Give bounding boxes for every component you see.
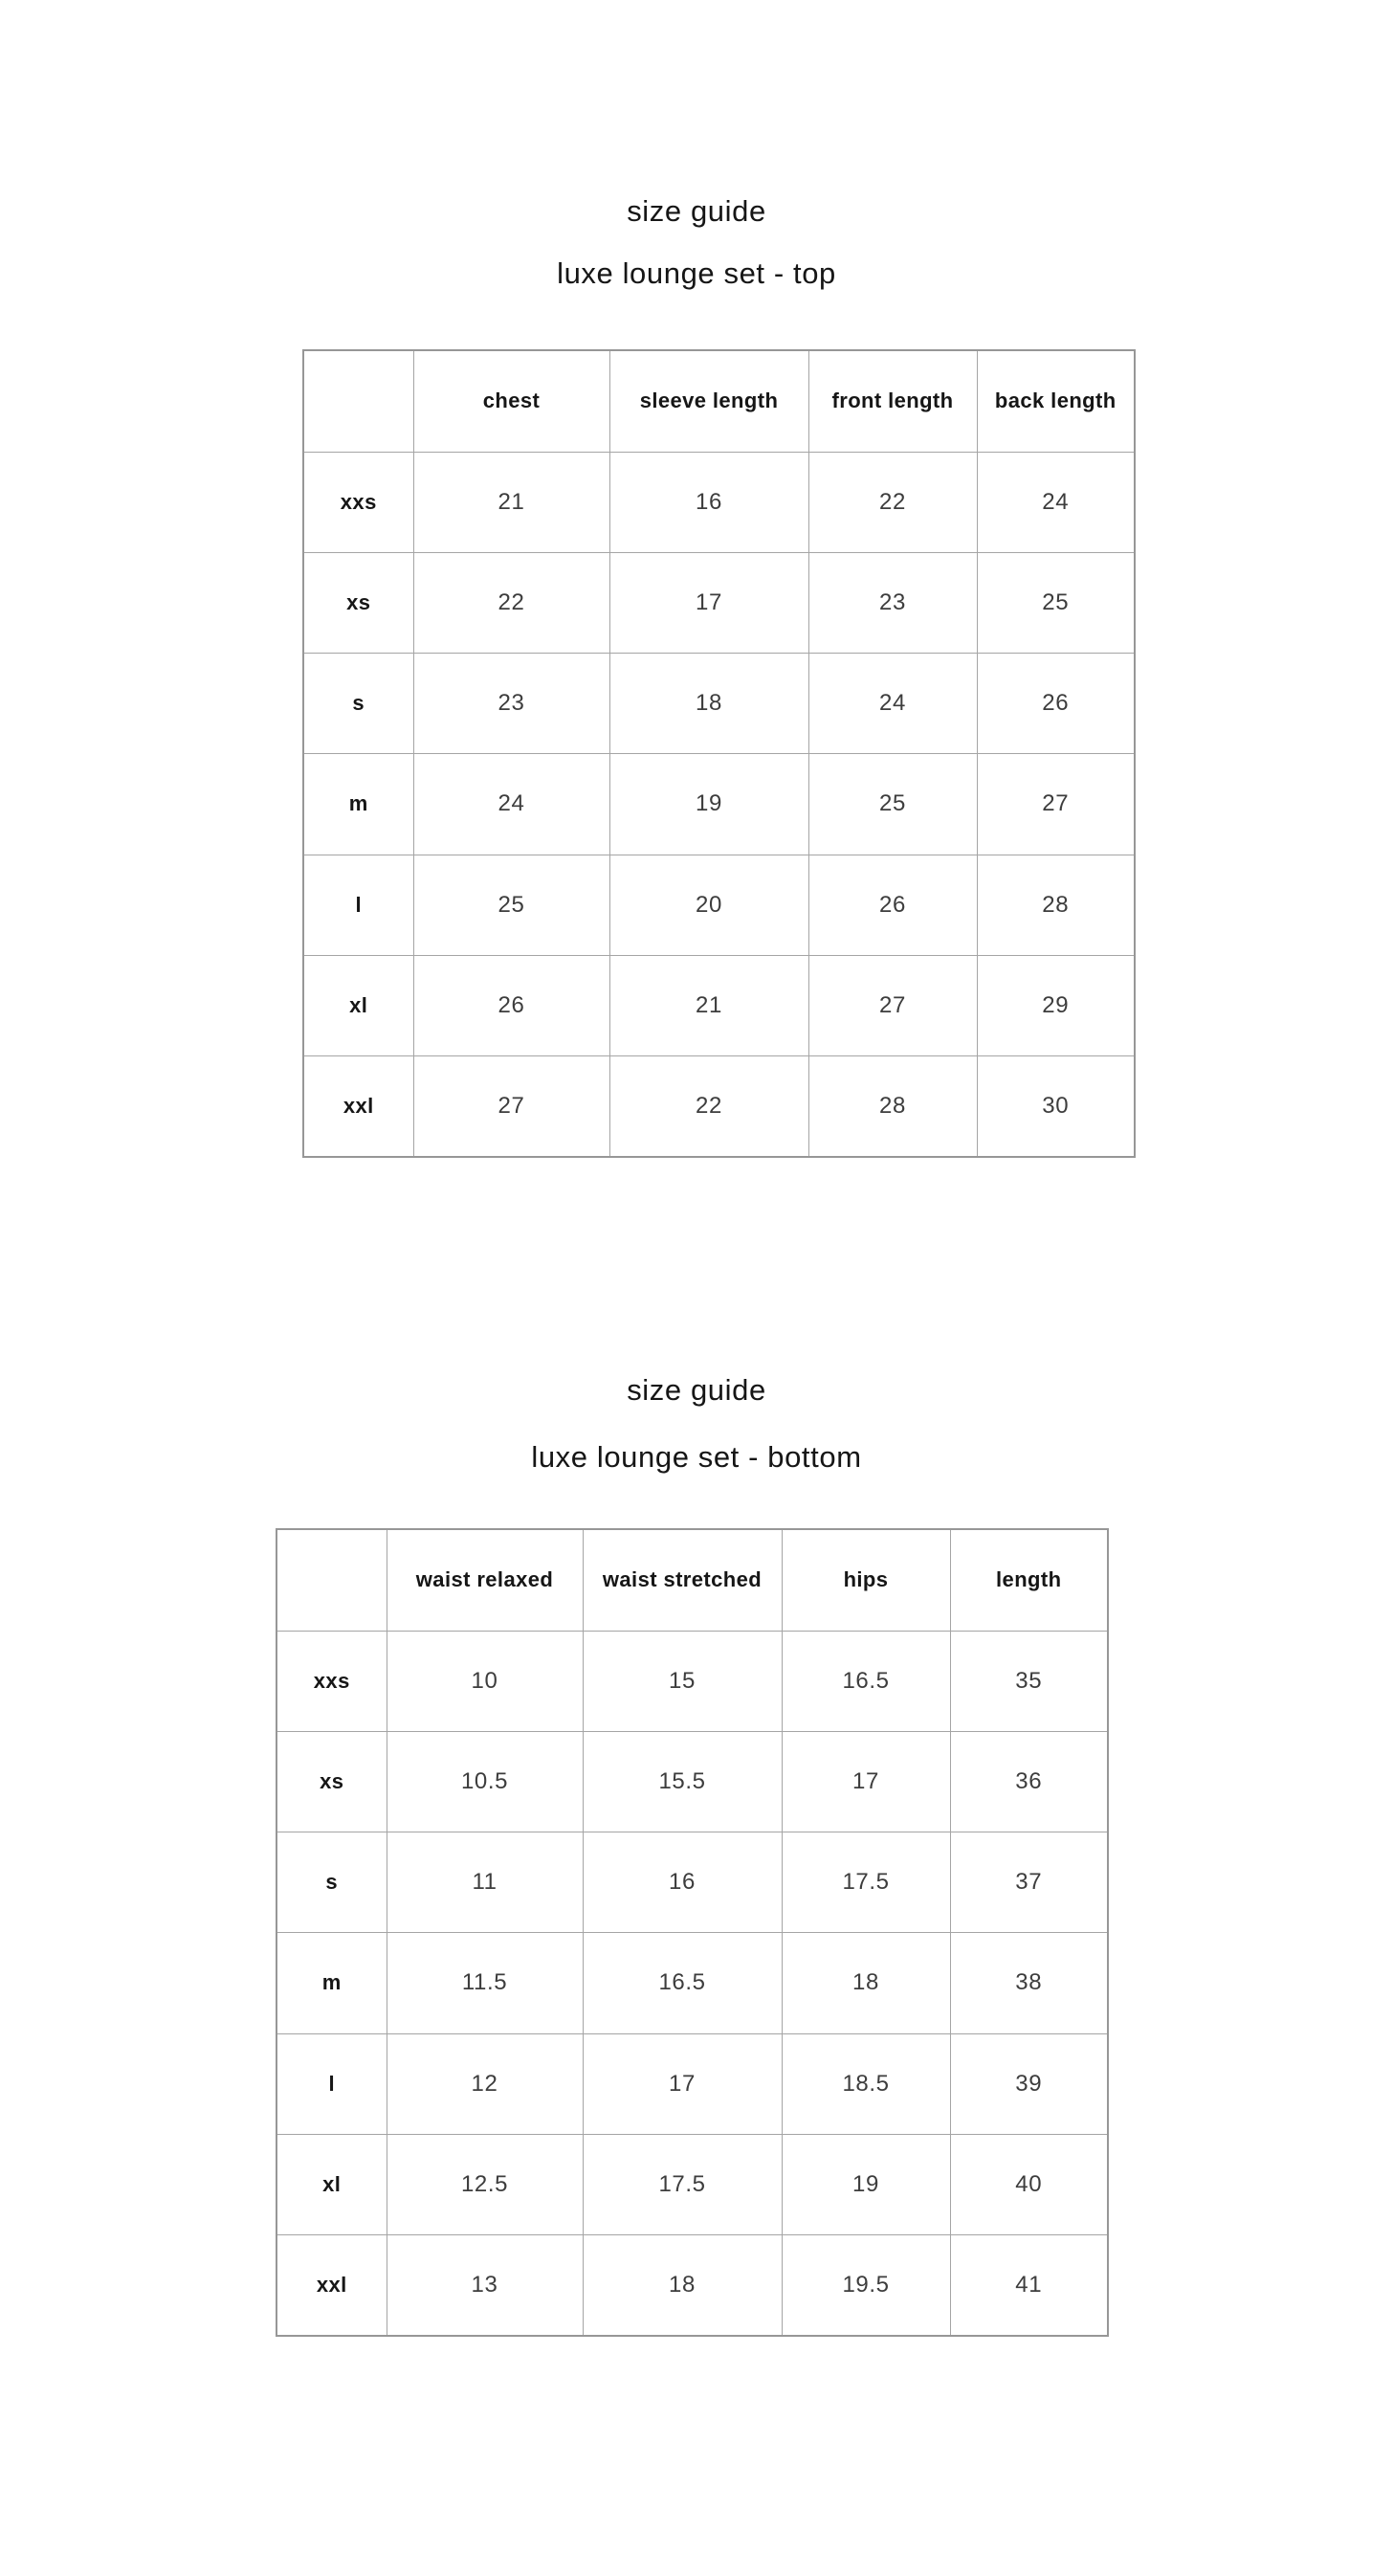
- size-value: 16.5: [782, 1631, 950, 1731]
- size-label: xl: [276, 2134, 387, 2234]
- size-value: 37: [950, 1832, 1108, 1933]
- size-value: 16: [609, 452, 808, 552]
- size-value: 19: [609, 754, 808, 855]
- table-row: [303, 754, 1135, 855]
- size-value: 36: [950, 1731, 1108, 1832]
- size-value: 16: [583, 1832, 782, 1933]
- size-label: m: [303, 754, 413, 855]
- size-label: xxs: [303, 452, 413, 552]
- size-table-bottom: [276, 1528, 1109, 2337]
- size-label: xs: [276, 1731, 387, 1832]
- size-value: 23: [808, 552, 977, 653]
- size-value: 17.5: [583, 2134, 782, 2234]
- size-value: 24: [808, 654, 977, 754]
- size-guide-subtitle-bottom: luxe lounge set - bottom: [531, 1440, 862, 1474]
- size-label: s: [303, 654, 413, 754]
- size-value: 12: [387, 2033, 583, 2134]
- size-value: 29: [977, 955, 1135, 1055]
- size-value: 13: [387, 2235, 583, 2336]
- size-value: 28: [977, 855, 1135, 955]
- size-value: 21: [609, 955, 808, 1055]
- size-value: 25: [808, 754, 977, 855]
- column-header: chest: [413, 350, 609, 452]
- size-value: 17: [609, 552, 808, 653]
- column-header: front length: [808, 350, 977, 452]
- size-value: 30: [977, 1056, 1135, 1157]
- size-value: 19.5: [782, 2235, 950, 2336]
- size-value: 22: [808, 452, 977, 552]
- size-value: 15: [583, 1631, 782, 1731]
- column-header: back length: [977, 350, 1135, 452]
- corner-cell: [276, 1529, 387, 1631]
- size-value: 19: [782, 2134, 950, 2234]
- size-value: 12.5: [387, 2134, 583, 2234]
- size-value: 22: [413, 552, 609, 653]
- size-value: 26: [413, 955, 609, 1055]
- size-value: 18: [609, 654, 808, 754]
- size-value: 10: [387, 1631, 583, 1731]
- size-value: 41: [950, 2235, 1108, 2336]
- table-row: [303, 855, 1135, 955]
- size-label: l: [303, 855, 413, 955]
- header-row: [303, 350, 1135, 452]
- table-row: [276, 2134, 1108, 2234]
- table-row: [303, 654, 1135, 754]
- table-row: [276, 1631, 1108, 1731]
- size-table-top: [302, 349, 1136, 1158]
- size-value: 18.5: [782, 2033, 950, 2134]
- size-value: 38: [950, 1933, 1108, 2033]
- size-value: 25: [977, 552, 1135, 653]
- size-value: 25: [413, 855, 609, 955]
- size-value: 22: [609, 1056, 808, 1157]
- size-label: l: [276, 2033, 387, 2134]
- size-label: s: [276, 1832, 387, 1933]
- size-value: 15.5: [583, 1731, 782, 1832]
- size-value: 27: [808, 955, 977, 1055]
- table-row: [276, 1832, 1108, 1933]
- table-row: [276, 2235, 1108, 2336]
- size-value: 27: [413, 1056, 609, 1157]
- table-row: [276, 1731, 1108, 1832]
- size-value: 20: [609, 855, 808, 955]
- size-value: 35: [950, 1631, 1108, 1731]
- size-value: 27: [977, 754, 1135, 855]
- size-value: 10.5: [387, 1731, 583, 1832]
- size-value: 40: [950, 2134, 1108, 2234]
- table-row: [303, 955, 1135, 1055]
- size-value: 18: [583, 2235, 782, 2336]
- column-header: waist relaxed: [387, 1529, 583, 1631]
- size-value: 17.5: [782, 1832, 950, 1933]
- size-value: 18: [782, 1933, 950, 2033]
- size-label: xxs: [276, 1631, 387, 1731]
- column-header: length: [950, 1529, 1108, 1631]
- size-value: 24: [977, 452, 1135, 552]
- size-guide-title-top: size guide: [627, 194, 766, 228]
- size-label: xl: [303, 955, 413, 1055]
- size-value: 16.5: [583, 1933, 782, 2033]
- size-label: xxl: [303, 1056, 413, 1157]
- table-row: [303, 552, 1135, 653]
- size-label: xs: [303, 552, 413, 653]
- column-header: sleeve length: [609, 350, 808, 452]
- size-value: 17: [782, 1731, 950, 1832]
- header-row: [276, 1529, 1108, 1631]
- size-label: xxl: [276, 2235, 387, 2336]
- size-value: 39: [950, 2033, 1108, 2134]
- table-row: [303, 452, 1135, 552]
- size-value: 17: [583, 2033, 782, 2134]
- size-value: 26: [977, 654, 1135, 754]
- column-header: waist stretched: [583, 1529, 782, 1631]
- size-value: 11.5: [387, 1933, 583, 2033]
- size-value: 26: [808, 855, 977, 955]
- size-value: 28: [808, 1056, 977, 1157]
- table-row: [276, 2033, 1108, 2134]
- table-row: [303, 1056, 1135, 1157]
- column-header: hips: [782, 1529, 950, 1631]
- table-row: [276, 1933, 1108, 2033]
- size-label: m: [276, 1933, 387, 2033]
- size-value: 11: [387, 1832, 583, 1933]
- size-value: 21: [413, 452, 609, 552]
- size-value: 24: [413, 754, 609, 855]
- size-guide-subtitle-top: luxe lounge set - top: [557, 256, 836, 290]
- corner-cell: [303, 350, 413, 452]
- size-guide-title-bottom: size guide: [627, 1373, 766, 1407]
- size-value: 23: [413, 654, 609, 754]
